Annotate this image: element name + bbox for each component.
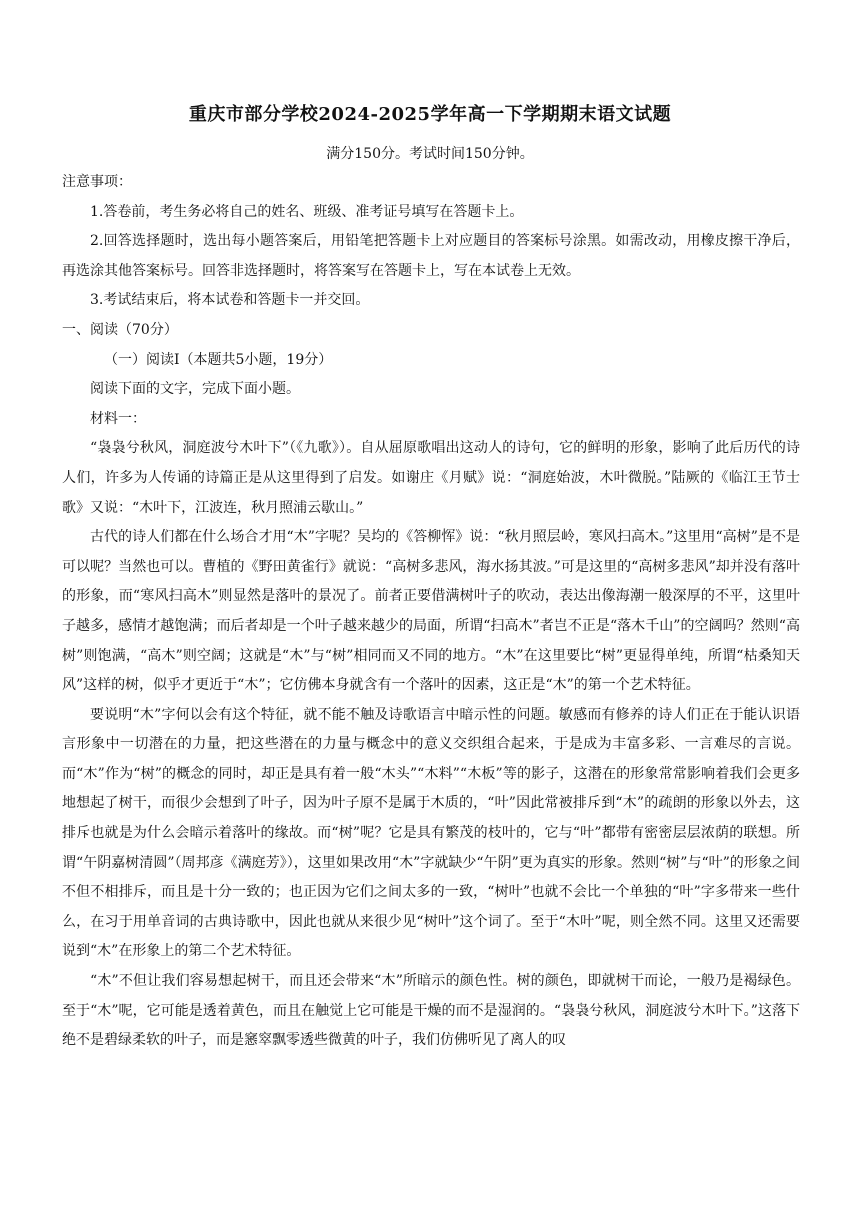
document-subtitle: 满分150分。考试时间150分钟。 (326, 146, 534, 162)
document-body (62, 168, 800, 1056)
passage-paragraph-4: “木”不但让我们容易想起树干，而且还会带来“木”所暗示的颜色性。树的颜色，即就树干而论，一般乃是褐绿色。至于“木”呢，它可能是透着黄色，而且在触觉上它可能是干燥的而不是湿润的。“袅袅兮秋风，洞庭波兮木叶下。”这落下绝不是碧绿柔软的叶子，而是窸窣飘零透些微黄的叶子，我们仿佛听见了离人的叹 (62, 973, 800, 1049)
notes-heading: 注意事项： (62, 174, 132, 190)
passage-paragraph-3: 要说明“木”字何以会有这个特征，就不能不触及诗歌语言中暗示性的问题。敏感而有修养的诗人们正在于能认识语言形象中一切潜在的力量，把这些潜在的力量与概念中的意义交织组合起来，于是成为丰富多彩、一言难尽的言说。而“木”作为“树”的概念的同时，却正是具有着一般“木头”“木料”“木板”等的影子，这潜在的形象常常影响着我们会更多地想起了树干，而很少会想到了叶子，因为叶子原不是属于木质的，“叶”因此常被排斥到“木”的疏朗的形象以外去，这排斥也就是为什么会暗示着落叶的缘故。而“树”呢？它是具有繁茂的枝叶的，它与“叶”都带有密密层层浓荫的联想。所谓“午阴嘉树清圆”（周邦彦《满庭芳》），这里如果改用“木”字就缺少“午阴”更为真实的形象。然则“树”与“叶”的形象之间不但不相排斥，而且是十分一致的；也正因为它们之间太多的一致，“树叶”也就不会比一个单独的“叶”字多带来一些什么，在习于用单音词的古典诗歌中，因此也就从来很少见“树叶”这个词了。至于“木叶”呢，则全然不同。这里又还需要说到“木”在形象上的第二个艺术特征。 (62, 706, 800, 960)
section-heading: 一、阅读（70分） (62, 321, 178, 338)
passage-paragraph-2: 古代的诗人们都在什么场合才用“木”字呢？吴均的《答柳恽》说：“秋月照层岭，寒风扫高木。”这里用“高树”是不是可以呢？当然也可以。曹植的《野田黄雀行》就说：“高树多悲风，海水扬其波。”可是这里的“高树多悲风”却并没有落叶的形象，而“寒风扫高木”则显然是落叶的景况了。前者正要借满树叶子的吹动，表达出像海潮一般深厚的不平，这里叶子越多，感情才越饱满；而后者却是一个叶子越来越少的局面，所谓“扫高木”者岂不正是“落木千山”的空阔吗？然则“高树”则饱满，“高木”则空阔；这就是“木”与“树”相同而又不同的地方。“木”在这里要比“树”更显得单纯，所谓“枯桑知天风”这样的树，似乎才更近于“木”；它仿佛本身就含有一个落叶的因素，这正是“木”的第一个艺术特征。 (62, 529, 800, 694)
note-item-2: 2.回答选择题时，选出每小题答案后，用铅笔把答题卡上对应题目的答案标号涂黑。如需改动，用橡皮擦干净后，再选涂其他答案标号。回答非选择题时，将答案写在答题卡上，写在本试卷上无效。 (62, 233, 800, 279)
subsection-heading: （一）阅读Ⅰ（本题共5小题，19分） (104, 351, 333, 368)
instruction-text: 阅读下面的文字，完成下面小题。 (90, 381, 300, 398)
document-title: 重庆市部分学校2024-2025学年高一下学期期末语文试题 (188, 104, 672, 125)
passage-paragraph-1: “袅袅兮秋风，洞庭波兮木叶下”（《九歌》）。自从屈原歌唱出这动人的诗句，它的鲜明的形象，影响了此后历代的诗人们，许多为人传诵的诗篇正是从这里得到了启发。如谢庄《月赋》说：“洞庭始波，木叶微脱。”陆厥的《临江王节士歌》又说：“木叶下，江波连，秋月照浦云歇山。” (62, 440, 800, 516)
material-label: 材料一： (90, 410, 146, 427)
note-item-1: 1.答卷前，考生务必将自己的姓名、班级、准考证号填写在答题卡上。 (90, 203, 524, 220)
note-item-3: 3.考试结束后，将本试卷和答题卡一并交回。 (90, 292, 370, 309)
